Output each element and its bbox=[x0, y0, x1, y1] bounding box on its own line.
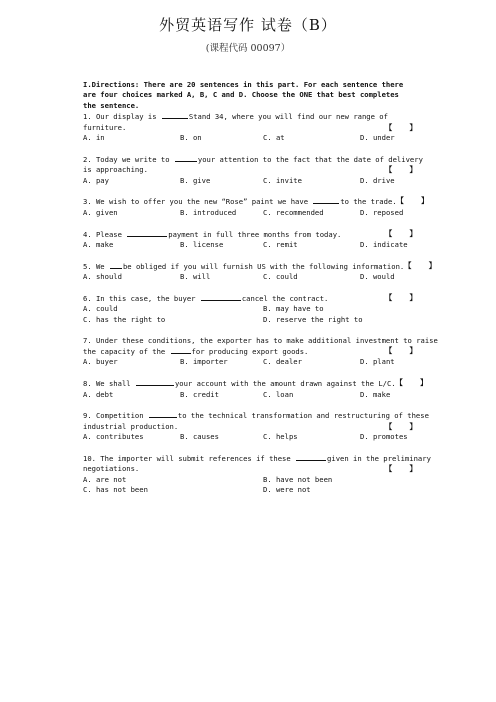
option-choice[interactable]: C. could bbox=[263, 272, 298, 282]
answer-bracket[interactable]: 【 】 bbox=[385, 346, 417, 356]
options-row bbox=[83, 390, 415, 400]
option-choice[interactable]: C. has not been bbox=[83, 485, 148, 495]
question-text-post: to the trade. bbox=[340, 197, 397, 207]
question-item bbox=[83, 196, 429, 218]
option-choice[interactable]: B. causes bbox=[180, 432, 219, 442]
question-item bbox=[83, 378, 428, 400]
question-item bbox=[83, 293, 415, 325]
options-row bbox=[83, 485, 415, 495]
spacer bbox=[83, 283, 415, 293]
option-choice[interactable]: B. on bbox=[180, 133, 202, 143]
option-choice[interactable]: A. debt bbox=[83, 389, 114, 399]
options-row bbox=[83, 357, 415, 367]
option-choice[interactable]: D. drive bbox=[360, 175, 395, 185]
option-choice[interactable]: B. may have to bbox=[263, 304, 324, 314]
option-choice[interactable]: D. reposed bbox=[360, 207, 404, 217]
answer-bracket[interactable]: 【 】 bbox=[385, 293, 417, 303]
option-choice[interactable]: D. promotes bbox=[360, 432, 408, 442]
answer-blank[interactable] bbox=[296, 453, 326, 461]
option-choice[interactable]: D. reserve the right to bbox=[263, 314, 363, 324]
option-choice[interactable]: C. dealer bbox=[263, 357, 302, 367]
directions: I.Directions: There are 20 sentences in this part. For each sentence there are four choices marked A, B, C and D. Choose the ONE that best completes the sentence. bbox=[83, 80, 404, 110]
option-choice[interactable]: A. should bbox=[83, 272, 122, 282]
option-choice[interactable]: C. invite bbox=[263, 175, 302, 185]
options-row bbox=[83, 133, 415, 143]
answer-blank[interactable] bbox=[149, 410, 177, 418]
question-stem-continued bbox=[83, 422, 415, 432]
question-text-pre: 8. We shall bbox=[83, 379, 135, 389]
question-text-post: your account with the amount drawn against the L/C. bbox=[174, 379, 396, 389]
question-stem-continued bbox=[83, 464, 415, 474]
answer-blank[interactable] bbox=[175, 154, 197, 162]
question-text bbox=[83, 293, 328, 304]
question-text-pre: 6. In this case, the buyer bbox=[83, 294, 200, 304]
options-row bbox=[83, 272, 415, 282]
option-choice[interactable]: D. indicate bbox=[360, 240, 408, 250]
option-choice[interactable]: A. could bbox=[83, 304, 118, 314]
question-text bbox=[83, 111, 388, 122]
question-text-post: cancel the contract. bbox=[241, 294, 329, 304]
question-stem bbox=[83, 154, 423, 165]
answer-bracket[interactable]: 【 】 bbox=[385, 165, 417, 175]
question-text bbox=[83, 154, 423, 165]
question-stem-continued bbox=[83, 346, 415, 357]
question-text bbox=[83, 336, 438, 346]
answer-bracket[interactable]: 【 】 bbox=[404, 260, 436, 270]
answer-blank[interactable] bbox=[162, 111, 188, 119]
options-row bbox=[83, 176, 415, 186]
question-stem bbox=[83, 260, 436, 272]
answer-blank[interactable] bbox=[201, 293, 241, 301]
question-stem bbox=[83, 453, 431, 464]
option-choice[interactable]: D. plant bbox=[360, 357, 395, 367]
question-stem bbox=[83, 410, 429, 421]
option-choice[interactable]: C. has the right to bbox=[83, 314, 166, 324]
option-choice[interactable]: A. make bbox=[83, 240, 114, 250]
question-item bbox=[83, 111, 415, 143]
question-text-pre: 1. Our display is bbox=[83, 112, 161, 122]
exam-title: 外贸英语写作 试卷（B） bbox=[159, 16, 337, 34]
option-choice[interactable]: A. buyer bbox=[83, 357, 118, 367]
question-stem bbox=[83, 196, 429, 207]
option-choice[interactable]: B. will bbox=[180, 272, 211, 282]
question-text-post: be obliged if you will furnish US with the following information. bbox=[122, 261, 405, 271]
question-text bbox=[83, 123, 126, 133]
option-choice[interactable]: C. loan bbox=[263, 389, 294, 399]
question-stem bbox=[83, 335, 438, 346]
question-text-cont: negotiations. bbox=[83, 464, 140, 474]
answer-bracket[interactable]: 【 】 bbox=[395, 378, 428, 388]
question-item bbox=[83, 229, 415, 251]
question-text-post: payment in full three months from today. bbox=[168, 229, 342, 239]
question-text-pre: 5. We bbox=[83, 261, 109, 271]
option-choice[interactable]: C. helps bbox=[263, 432, 298, 442]
question-text-pre: 3. We wish to offer you the new “Rose” paint we have bbox=[83, 197, 313, 207]
option-choice[interactable]: A. contributes bbox=[83, 432, 144, 442]
option-choice[interactable]: D. make bbox=[360, 389, 391, 399]
question-text bbox=[83, 229, 341, 240]
question-text-post: your attention to the fact that the date of delivery bbox=[197, 154, 423, 164]
question-item bbox=[83, 260, 436, 283]
question-text-pre: 10. The importer will submit references if these bbox=[83, 454, 296, 464]
spacer bbox=[83, 368, 415, 378]
option-choice[interactable]: B. introduced bbox=[180, 207, 237, 217]
option-choice[interactable]: D. under bbox=[360, 133, 395, 143]
question-text bbox=[83, 378, 396, 389]
answer-blank[interactable] bbox=[110, 261, 122, 269]
question-text-pre: the capacity of the bbox=[83, 347, 170, 357]
question-text bbox=[83, 196, 397, 207]
question-stem bbox=[83, 229, 415, 240]
answer-bracket[interactable]: 【 】 bbox=[385, 122, 417, 132]
question-list bbox=[83, 111, 438, 495]
option-choice[interactable]: B. license bbox=[180, 240, 224, 250]
options-row bbox=[83, 240, 415, 250]
question-item bbox=[83, 453, 431, 496]
option-choice[interactable]: C. remit bbox=[263, 240, 298, 250]
question-stem bbox=[83, 378, 428, 389]
options-row bbox=[83, 315, 415, 325]
question-stem bbox=[83, 293, 415, 304]
option-choice[interactable]: D. were not bbox=[263, 485, 311, 495]
option-choice[interactable]: A. pay bbox=[83, 175, 109, 185]
options-row bbox=[83, 432, 415, 442]
spacer bbox=[83, 325, 415, 335]
question-stem bbox=[83, 111, 415, 122]
question-text bbox=[83, 165, 148, 175]
question-stem-continued bbox=[83, 165, 415, 175]
answer-blank[interactable] bbox=[127, 229, 167, 237]
question-text-pre: 4. Please bbox=[83, 229, 127, 239]
answer-bracket[interactable]: 【 】 bbox=[396, 196, 429, 206]
course-code: (课程代码 00097） bbox=[205, 43, 291, 54]
question-item bbox=[83, 154, 423, 186]
question-text bbox=[83, 346, 308, 357]
option-choice[interactable]: C. recommended bbox=[263, 207, 324, 217]
option-choice[interactable]: C. at bbox=[263, 133, 285, 143]
question-text-pre: 7. Under these conditions, the exporter has to make additional investment to raise bbox=[83, 335, 438, 345]
question-text bbox=[83, 261, 404, 272]
spacer bbox=[83, 218, 415, 228]
question-stem-continued bbox=[83, 123, 415, 133]
spacer bbox=[83, 143, 415, 153]
option-choice[interactable]: B. credit bbox=[180, 389, 219, 399]
question-text-cont: is approaching. bbox=[83, 165, 148, 175]
option-choice[interactable]: A. are not bbox=[83, 474, 127, 484]
answer-bracket[interactable]: 【 】 bbox=[385, 464, 417, 474]
option-choice[interactable]: B. give bbox=[180, 175, 211, 185]
options-row bbox=[83, 304, 415, 314]
option-choice[interactable]: A. given bbox=[83, 207, 118, 217]
spacer bbox=[83, 443, 415, 453]
question-text-cont: furniture. bbox=[83, 122, 127, 132]
spacer bbox=[83, 186, 415, 196]
option-choice[interactable]: B. importer bbox=[180, 357, 228, 367]
question-text bbox=[83, 453, 431, 464]
answer-bracket[interactable]: 【 】 bbox=[385, 421, 417, 431]
question-item bbox=[83, 335, 438, 368]
answer-bracket[interactable]: 【 】 bbox=[385, 228, 417, 238]
question-text-post: for producing export goods. bbox=[191, 347, 309, 357]
option-choice[interactable]: A. in bbox=[83, 133, 105, 143]
answer-blank[interactable] bbox=[136, 378, 174, 386]
exam-content bbox=[83, 80, 438, 496]
options-row bbox=[83, 475, 415, 485]
question-text-post: to the technical transformation and restructuring of these bbox=[177, 411, 429, 421]
question-text-post: given in the preliminary bbox=[327, 454, 431, 464]
option-choice[interactable]: D. would bbox=[360, 272, 395, 282]
question-text-post: Stand 34, where you will find our new range of bbox=[188, 112, 388, 122]
question-text-pre: 9. Competition bbox=[83, 411, 148, 421]
answer-blank[interactable] bbox=[171, 346, 191, 354]
question-text-cont: industrial production. bbox=[83, 421, 179, 431]
option-choice[interactable]: B. have not been bbox=[263, 474, 333, 484]
question-text bbox=[83, 410, 429, 421]
question-text bbox=[83, 464, 139, 474]
spacer bbox=[83, 250, 415, 260]
options-row bbox=[83, 208, 415, 218]
question-item bbox=[83, 410, 429, 442]
answer-blank[interactable] bbox=[313, 196, 339, 204]
spacer bbox=[83, 400, 415, 410]
question-text-pre: 2. Today we write to bbox=[83, 154, 174, 164]
question-text bbox=[83, 422, 178, 432]
